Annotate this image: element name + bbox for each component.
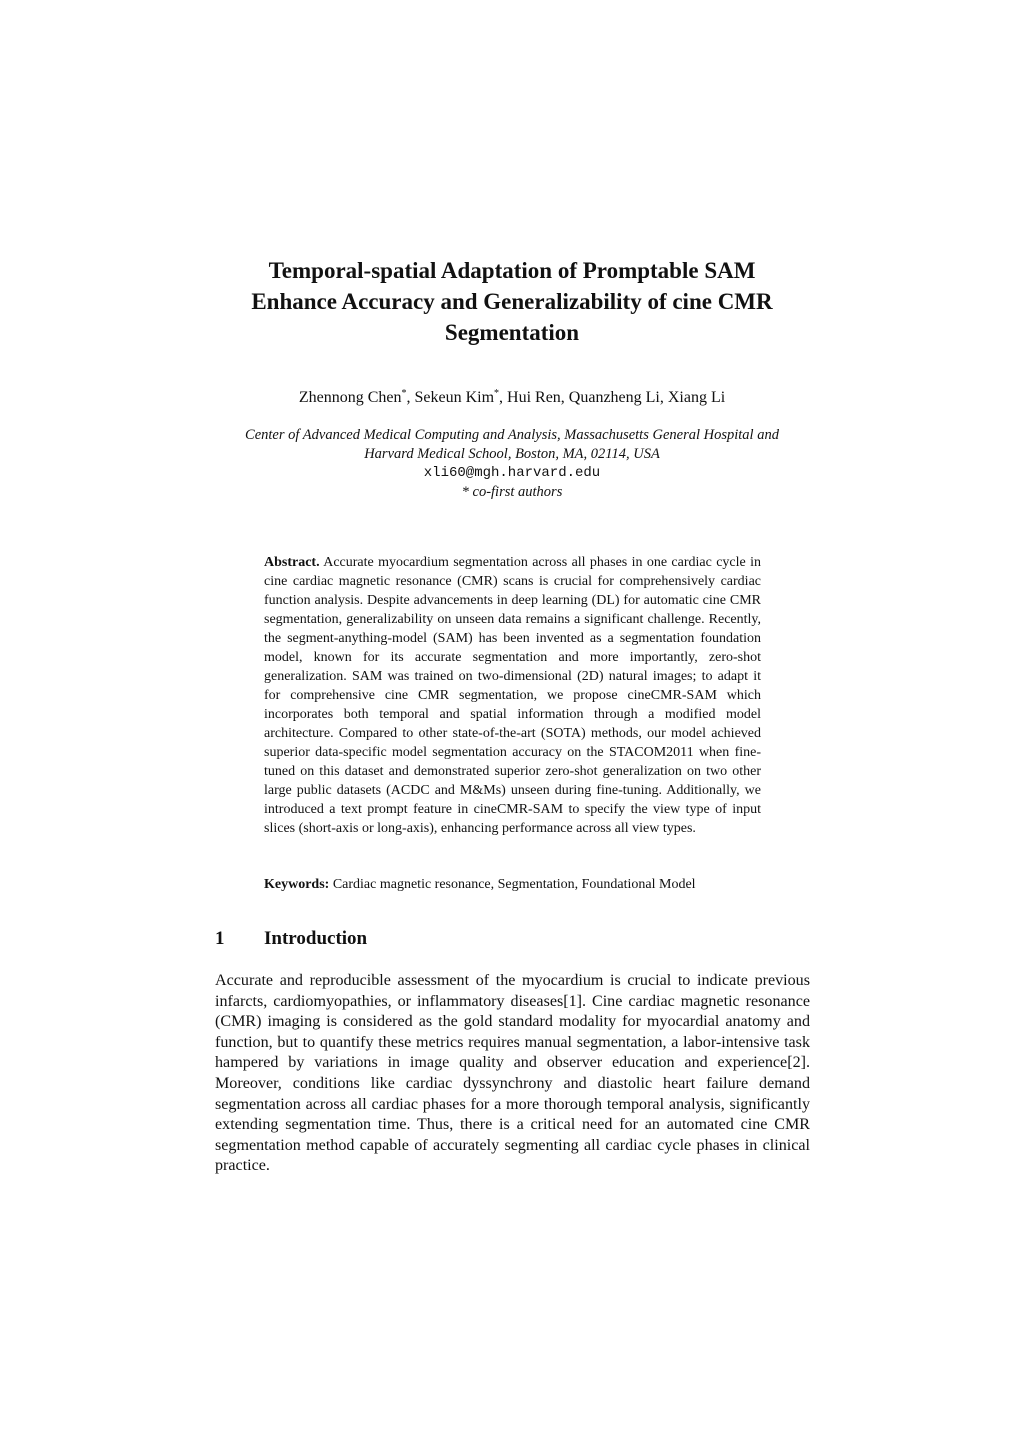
paper-title	[180, 255, 844, 348]
introduction-paragraph: Accurate and reproducible assessment of the myocardium is crucial to indicate previous infarcts, cardiomyopathies, or inflammatory diseases[1]. Cine cardiac magnetic resonance (CMR) imaging is considered as the gold standard modality for myocardial anatomy and function, but to quantify these metrics requires manual segmentation, a labor-intensive task hampered by variations in image quality and observer education and experience[2]. Moreover, conditions like cardiac dyssynchrony and diastolic heart failure demand segmentation across all cardiac phases for a more thorough temporal analysis, significantly extending segmentation time. Thus, there is a critical need for an automated cine CMR segmentation method capable of accurately segmenting all cardiac cycle phases in clinical practice.	[215, 972, 810, 1175]
abstract-text: Accurate myocardium segmentation across all phases in one cardiac cycle in cine cardiac magnetic resonance (CMR) scans is crucial for comprehensively cardiac function analysis. Despite advancements in deep learning (DL) for automatic cine CMR segmentation, generalizability on unseen data remains a significant challenge. Recently, the segment-anything-model (SAM) has been invented as a segmentation foundation model, known for its accurate segmentation and more importantly, zero-shot generalization. SAM was trained on two-dimensional (2D) natural images; to adapt it for comprehensive cine CMR segmentation, we propose cineCMR-SAM which incorporates both temporal and spatial information through a modified model architecture. Compared to other state-of-the-art (SOTA) methods, our model achieved superior data-specific model segmentation accuracy on the STACOM2011 when fine-tuned on this dataset and demonstrated superior zero-shot generalization on two other large public datasets (ACDC and M&Ms) unseen during fine-tuning. Additionally, we introduced a text prompt feature in cineCMR-SAM to specify the view type of input slices (short-axis or long-axis), enhancing performance across all view types.	[264, 555, 761, 836]
title-line-3: Segmentation	[444, 320, 580, 345]
co-first-authors-note: * co-first authors	[461, 484, 563, 500]
section-number: 1	[215, 928, 225, 949]
abstract-label: Abstract.	[264, 555, 320, 570]
author-2: Sekeun Kim	[414, 389, 495, 406]
contact-email: xli60@mgh.harvard.edu	[423, 465, 601, 481]
title-line-2: Enhance Accuracy and Generalizability of cine CMR	[251, 289, 773, 314]
title-line-1: Temporal-spatial Adaptation of Promptable SAM	[268, 258, 756, 283]
keywords	[264, 875, 761, 894]
other-authors: , Hui Ren, Quanzheng Li, Xiang Li	[499, 389, 726, 406]
affiliation-line-1: Center of Advanced Medical Computing and Analysis, Massachusetts General Hospital and	[245, 427, 779, 443]
keywords-label: Keywords:	[264, 877, 330, 892]
abstract	[264, 553, 761, 838]
affiliation-line-2: Harvard Medical School, Boston, MA, 02114, USA	[364, 446, 660, 462]
section-title: Introduction	[264, 928, 368, 949]
author-1: Zhennong Chen	[298, 389, 402, 406]
author-separator: ,	[406, 389, 415, 406]
author-list	[150, 387, 874, 409]
section-heading-introduction	[215, 927, 367, 951]
co-first-mark-2: *	[494, 388, 500, 399]
keywords-text: Cardiac magnetic resonance, Segmentation, Foundational Model	[332, 877, 696, 892]
affiliation-block	[150, 426, 874, 502]
co-first-mark-1: *	[401, 388, 407, 399]
